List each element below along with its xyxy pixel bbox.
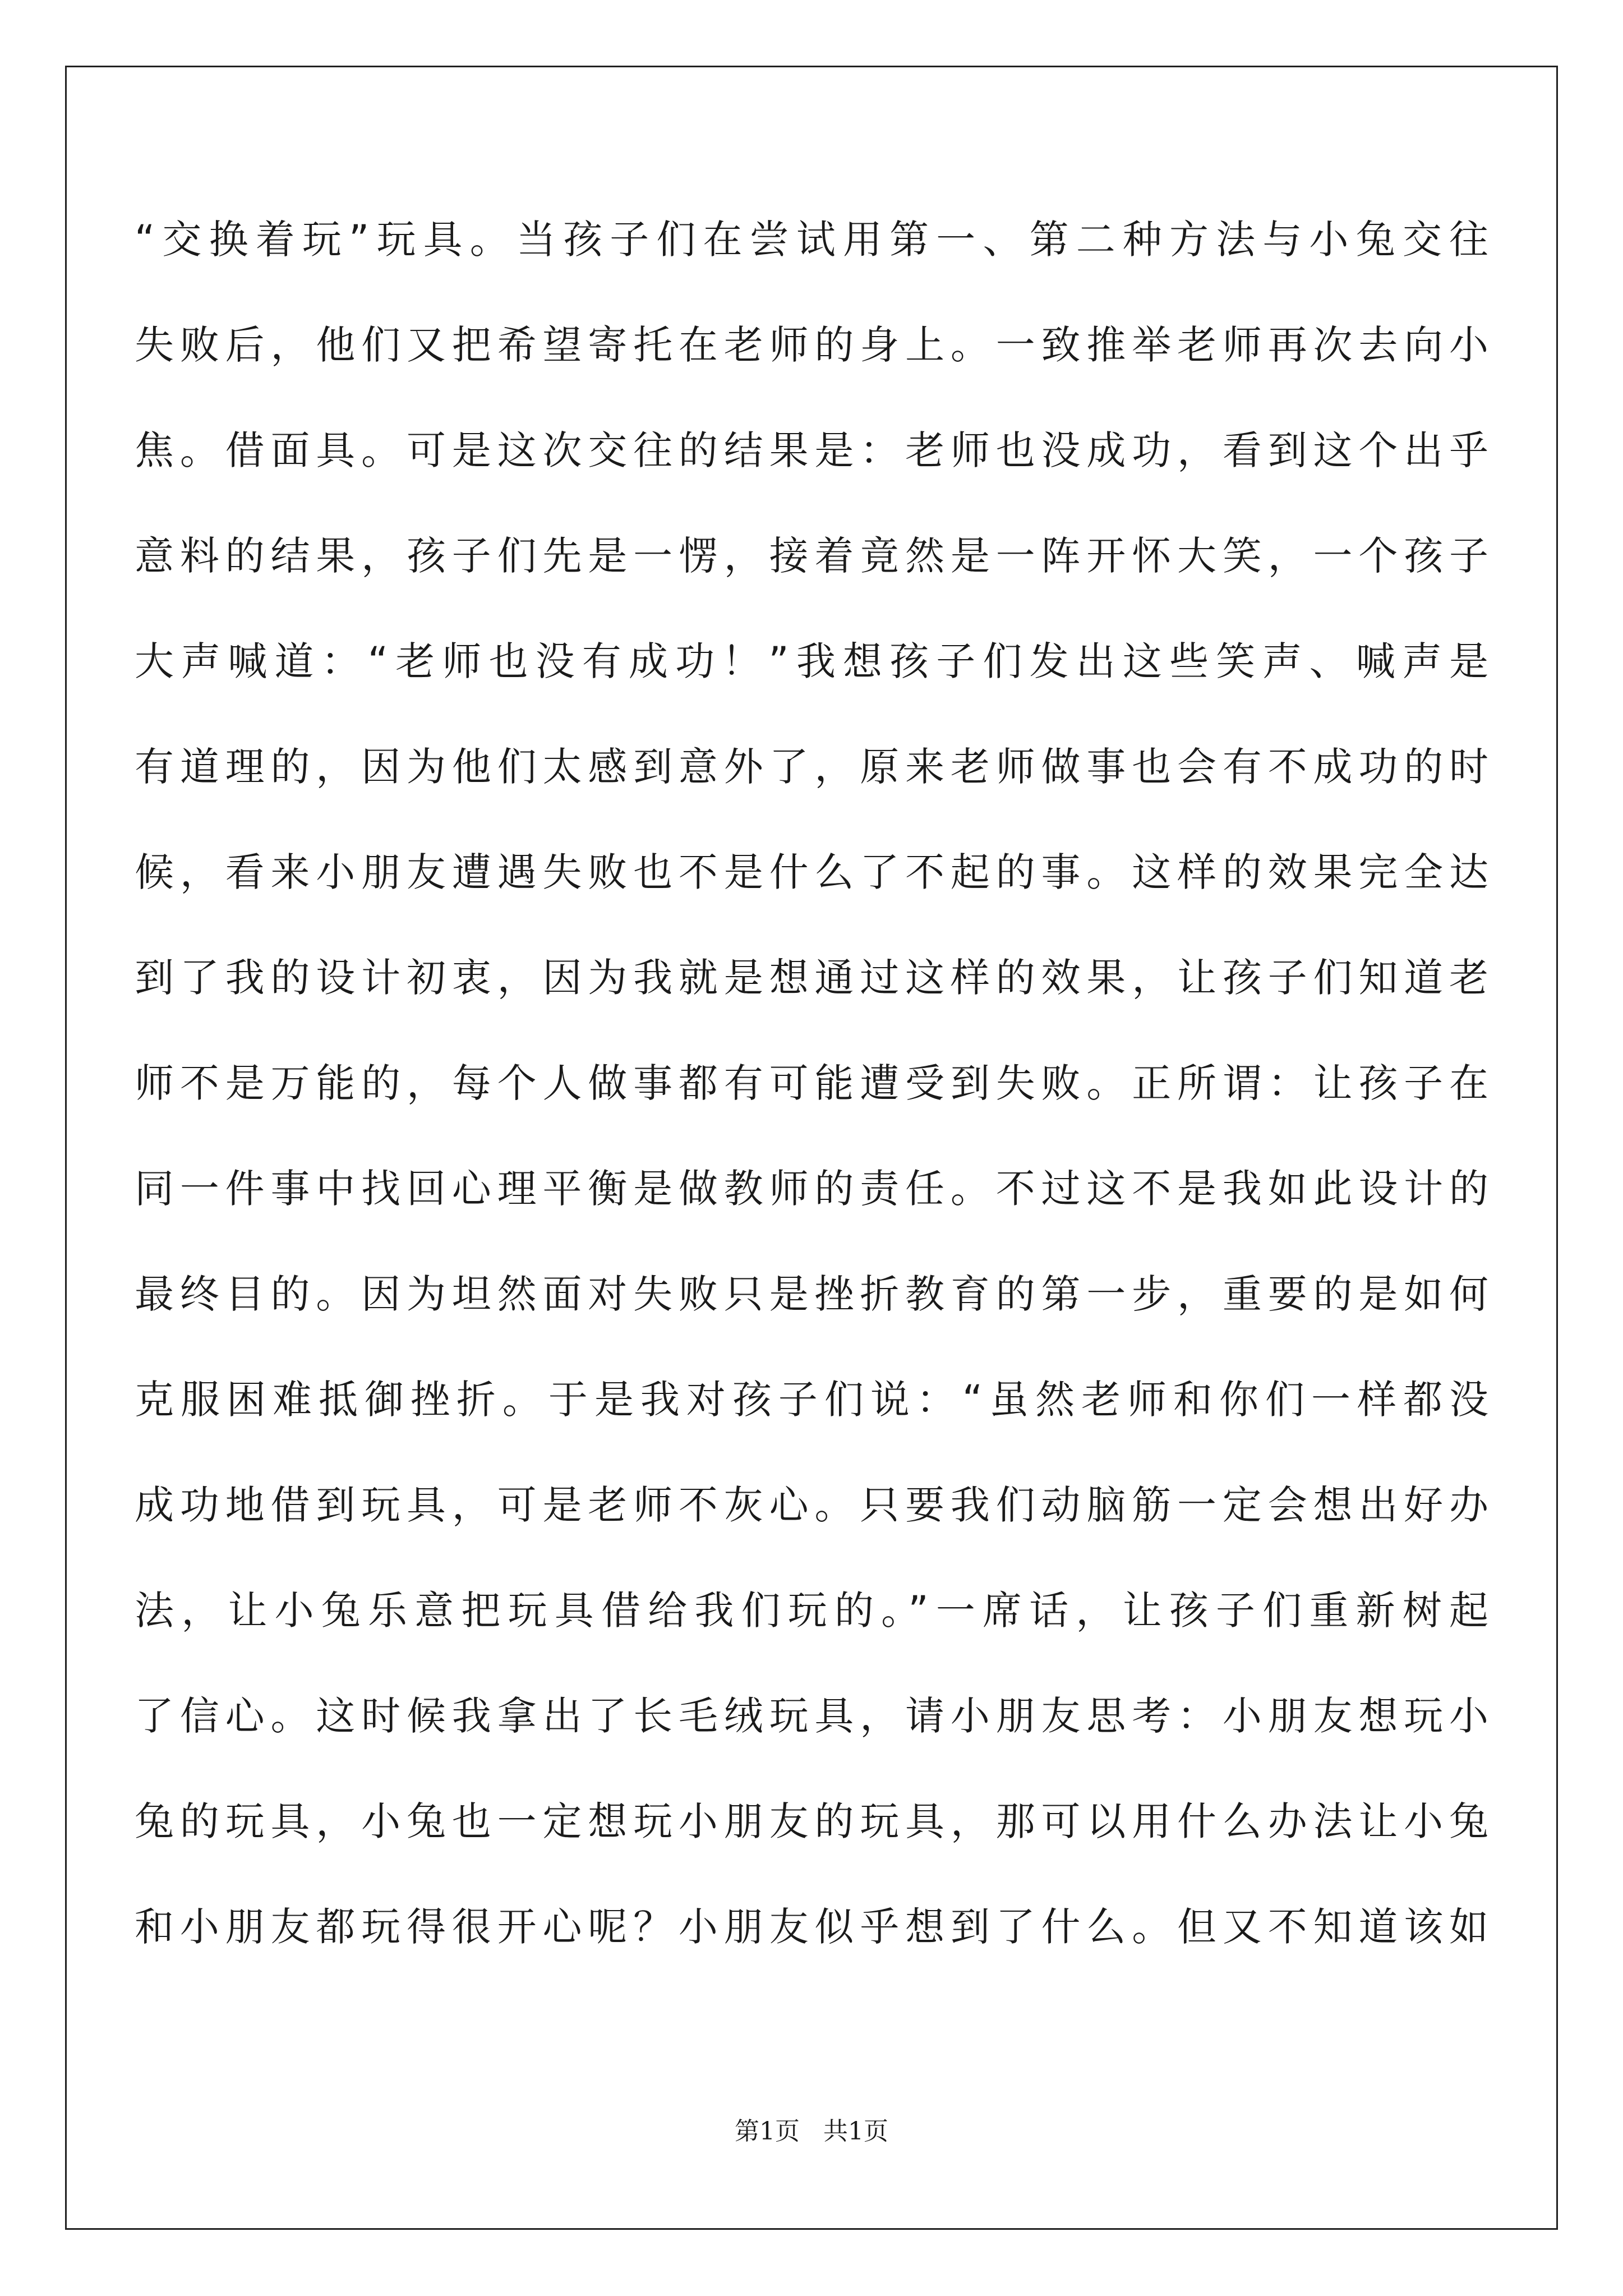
text-line: 候，看来小朋友遭遇失败也不是什么了不起的事。这样的效果完全达 xyxy=(135,849,1488,895)
text-line: 和小朋友都玩得很开心呢？小朋友似乎想到了什么。但又不知道该如 xyxy=(135,1904,1488,1950)
text-line: 兔的玩具，小兔也一定想玩小朋友的玩具，那可以用什么办法让小兔 xyxy=(135,1798,1488,1844)
text-line: “交换着玩”玩具。当孩子们在尝试用第一、第二种方法与小兔交往 xyxy=(135,217,1488,263)
text-line: 焦。借面具。可是这次交往的结果是：老师也没成功，看到这个出乎 xyxy=(135,427,1488,473)
document-body xyxy=(135,217,1488,2013)
text-line: 失败后，他们又把希望寄托在老师的身上。一致推举老师再次去向小 xyxy=(135,322,1488,368)
text-line: 成功地借到玩具，可是老师不灰心。只要我们动脑筋一定会想出好办 xyxy=(135,1482,1488,1528)
text-line: 有道理的，因为他们太感到意外了，原来老师做事也会有不成功的时 xyxy=(135,744,1488,790)
text-line: 法，让小兔乐意把玩具借给我们玩的。”一席话，让孩子们重新树起 xyxy=(135,1588,1488,1634)
text-line: 到了我的设计初衷，因为我就是想通过这样的效果，让孩子们知道老 xyxy=(135,955,1488,1001)
text-line: 克服困难抵御挫折。于是我对孩子们说：“虽然老师和你们一样都没 xyxy=(135,1377,1488,1423)
text-line: 师不是万能的，每个人做事都有可能遭受到失败。正所谓：让孩子在 xyxy=(135,1060,1488,1106)
text-line: 同一件事中找回心理平衡是做教师的责任。不过这不是我如此设计的 xyxy=(135,1166,1488,1212)
page-footer: 第1页 共1页 xyxy=(735,2117,888,2146)
text-line: 最终目的。因为坦然面对失败只是挫折教育的第一步，重要的是如何 xyxy=(135,1271,1488,1317)
text-line: 了信心。这时候我拿出了长毛绒玩具，请小朋友思考：小朋友想玩小 xyxy=(135,1693,1488,1739)
text-line: 意料的结果，孩子们先是一愣，接着竟然是一阵开怀大笑，一个孩子 xyxy=(135,533,1488,579)
text-line: 大声喊道：“老师也没有成功！”我想孩子们发出这些笑声、喊声是 xyxy=(135,638,1488,684)
